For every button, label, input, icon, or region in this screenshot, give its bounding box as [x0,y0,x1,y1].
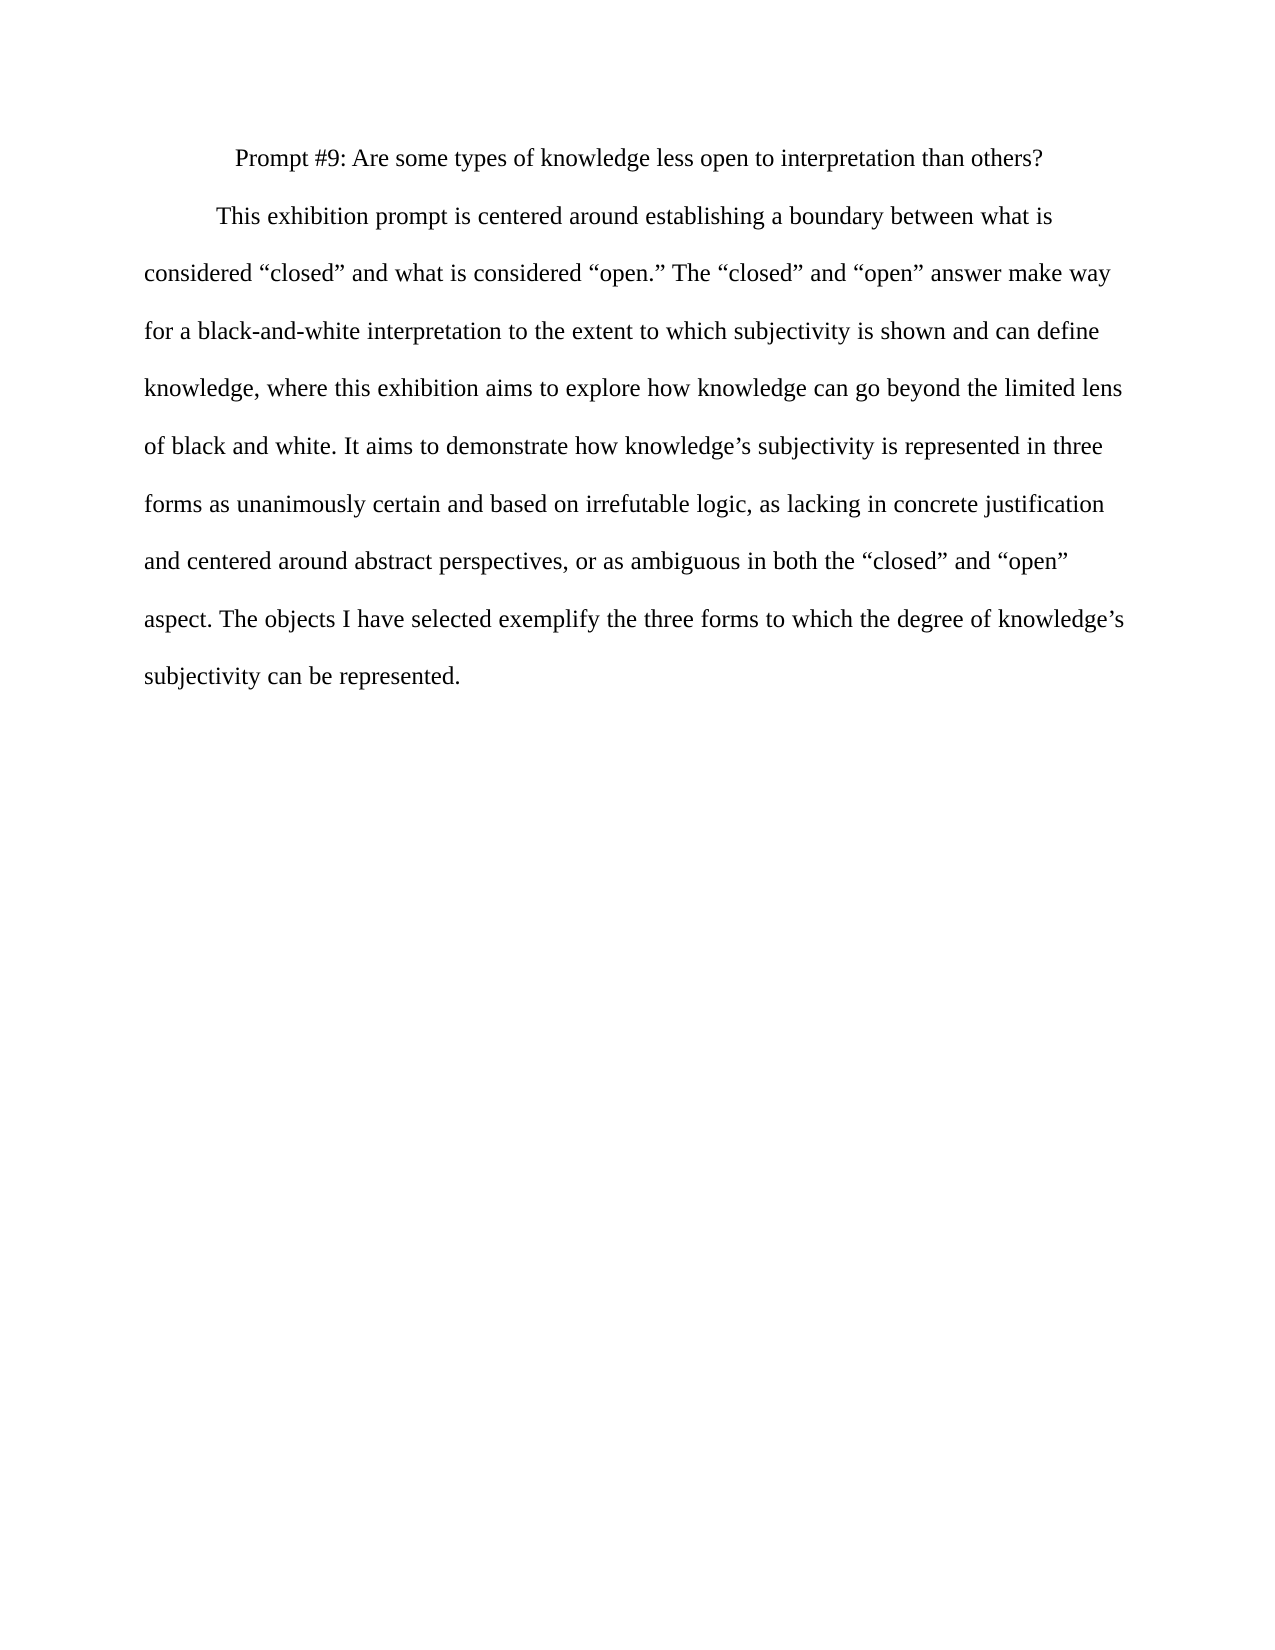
page-title: Prompt #9: Are some types of knowledge less open to interpretation than others? [234,145,1044,172]
essay-paragraph: This exhibition prompt is centered around establishing a boundary between what is considered “closed” and what is considered “open.” The “closed” and “open” answer make way for a black-and-white interpretation to the extent to which subjectivity is shown and can define knowledge, where this exhibition aims to explore how knowledge can go beyond the limited lens of black and white. It aims to demonstrate how knowledge’s subjectivity is represented in three forms as unanimously certain and based on irrefutable logic, as lacking in concrete justification and centered around abstract perspectives, or as ambiguous in both the “closed” and “open” aspect. The objects I have selected exemplify the three forms to which the degree of knowledge’s subjectivity can be represented. [144,202,1125,691]
document-content [144,130,1134,706]
